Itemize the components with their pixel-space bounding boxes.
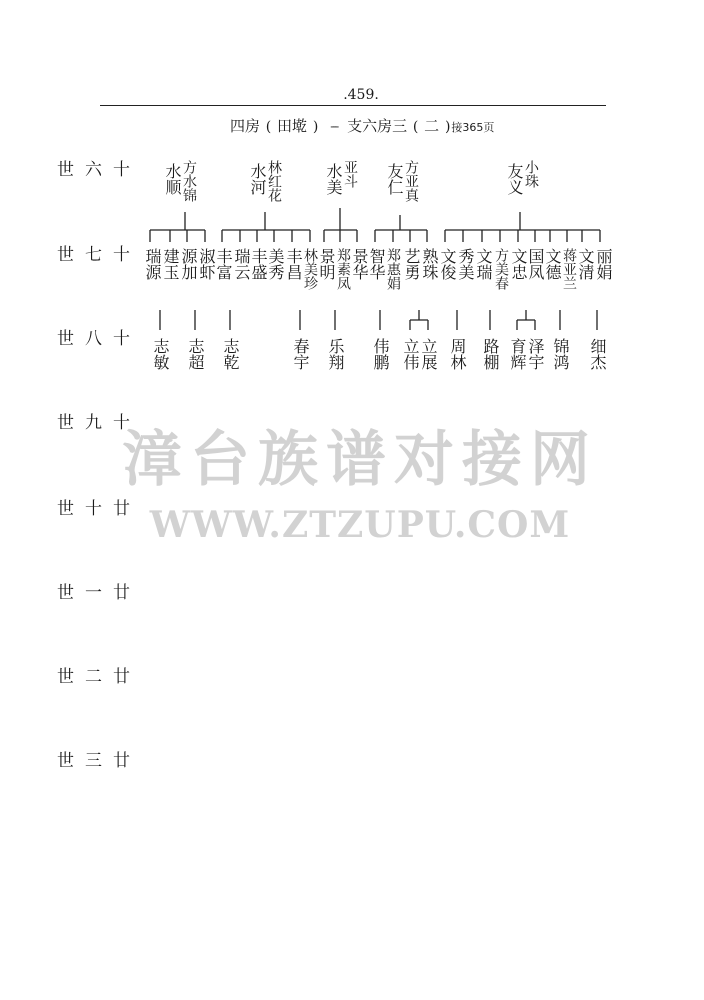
heading-paren-close: )	[312, 119, 319, 135]
gen18-name: 泽宇	[526, 338, 545, 370]
gen17-spouse: 郑素凤	[335, 248, 351, 290]
generation-label: 廿十世	[53, 499, 129, 518]
heading-branch: 支六房三	[347, 117, 408, 135]
gen16-spouse: 亚斗	[342, 160, 358, 188]
gen17-name: 淑虾	[197, 248, 216, 280]
gen17-name: 丰富	[214, 248, 233, 280]
gen17-name: 景华	[350, 248, 369, 280]
generation-label: 廿三世	[53, 751, 129, 770]
gen17-name: 源加	[179, 248, 198, 280]
gen18-name: 乐翔	[326, 338, 345, 370]
generation-label: 十七世	[53, 245, 129, 264]
gen16-name: 水美	[324, 163, 343, 195]
gen16-name: 水顺	[163, 163, 182, 195]
gen18-name: 志乾	[221, 338, 240, 370]
gen18-name: 立伟	[401, 338, 420, 370]
heading-page-ref: 接365页	[451, 121, 495, 134]
gen17-name: 文瑞	[474, 248, 493, 280]
gen17-name: 智华	[367, 248, 386, 280]
gen17-name: 丽娟	[594, 248, 613, 280]
generation-label: 十八世	[53, 329, 129, 348]
gen16-name: 水河	[248, 163, 267, 195]
watermark-title: 漳台族谱对接网	[122, 425, 598, 495]
heading-branch-no: 二	[424, 117, 440, 135]
gen17-name: 文清	[576, 248, 595, 280]
gen17-name: 瑞云	[232, 248, 251, 280]
gen17-spouse: 方美春	[493, 248, 509, 290]
gen16-name: 友仁	[385, 163, 404, 195]
gen18-name: 周林	[448, 338, 467, 370]
gen18-name: 路棚	[481, 338, 500, 370]
heading-paren2-close: )	[444, 119, 451, 135]
gen16-spouse: 林红花	[266, 160, 282, 202]
gen16-spouse: 方亚真	[403, 160, 419, 202]
gen17-name: 丰盛	[249, 248, 268, 280]
heading-paren-open: (	[265, 119, 272, 135]
gen17-spouse: 蒋亚兰	[561, 248, 577, 290]
generation-label: 十九世	[53, 413, 129, 432]
watermark-url: WWW.ZTZUPU.COM	[149, 504, 571, 546]
generation-label: 廿一世	[53, 583, 129, 602]
gen17-name: 美秀	[266, 248, 285, 280]
gen16-name: 友义	[505, 163, 524, 195]
gen18-name: 育辉	[508, 338, 527, 370]
gen17-name: 文德	[543, 248, 562, 280]
gen17-name: 艺勇	[402, 248, 421, 280]
generation-label: 十六世	[53, 160, 129, 179]
gen17-name: 建玉	[161, 248, 180, 280]
gen17-name: 景明	[317, 248, 336, 280]
heading-house: 四房	[230, 117, 261, 135]
gen16-spouse: 小珠	[523, 160, 539, 188]
gen17-name: 瑞源	[143, 248, 162, 280]
page-number: .459.	[343, 87, 379, 103]
gen18-name: 锦鸿	[551, 338, 570, 370]
gen18-name: 志超	[186, 338, 205, 370]
gen17-spouse: 林美珍	[302, 248, 318, 290]
gen18-name: 细杰	[588, 338, 607, 370]
gen17-name: 文忠	[509, 248, 528, 280]
gen17-name: 丰昌	[284, 248, 303, 280]
gen18-name: 立展	[419, 338, 438, 370]
gen17-name: 国凤	[526, 248, 545, 280]
gen17-spouse: 郑惠娟	[385, 248, 401, 290]
heading-place: 田墘	[277, 117, 308, 135]
gen18-name: 志敏	[151, 338, 170, 370]
gen18-name: 春宇	[291, 338, 310, 370]
gen18-name: 伟鹏	[371, 338, 390, 370]
generation-label: 廿二世	[53, 667, 129, 686]
gen17-name: 文俊	[438, 248, 457, 280]
gen16-spouse: 方水锦	[181, 160, 197, 202]
heading-dash: ---	[330, 117, 337, 135]
gen17-name: 秀美	[456, 248, 475, 280]
heading-paren2-open: (	[412, 119, 419, 135]
gen17-name: 熟珠	[420, 248, 439, 280]
